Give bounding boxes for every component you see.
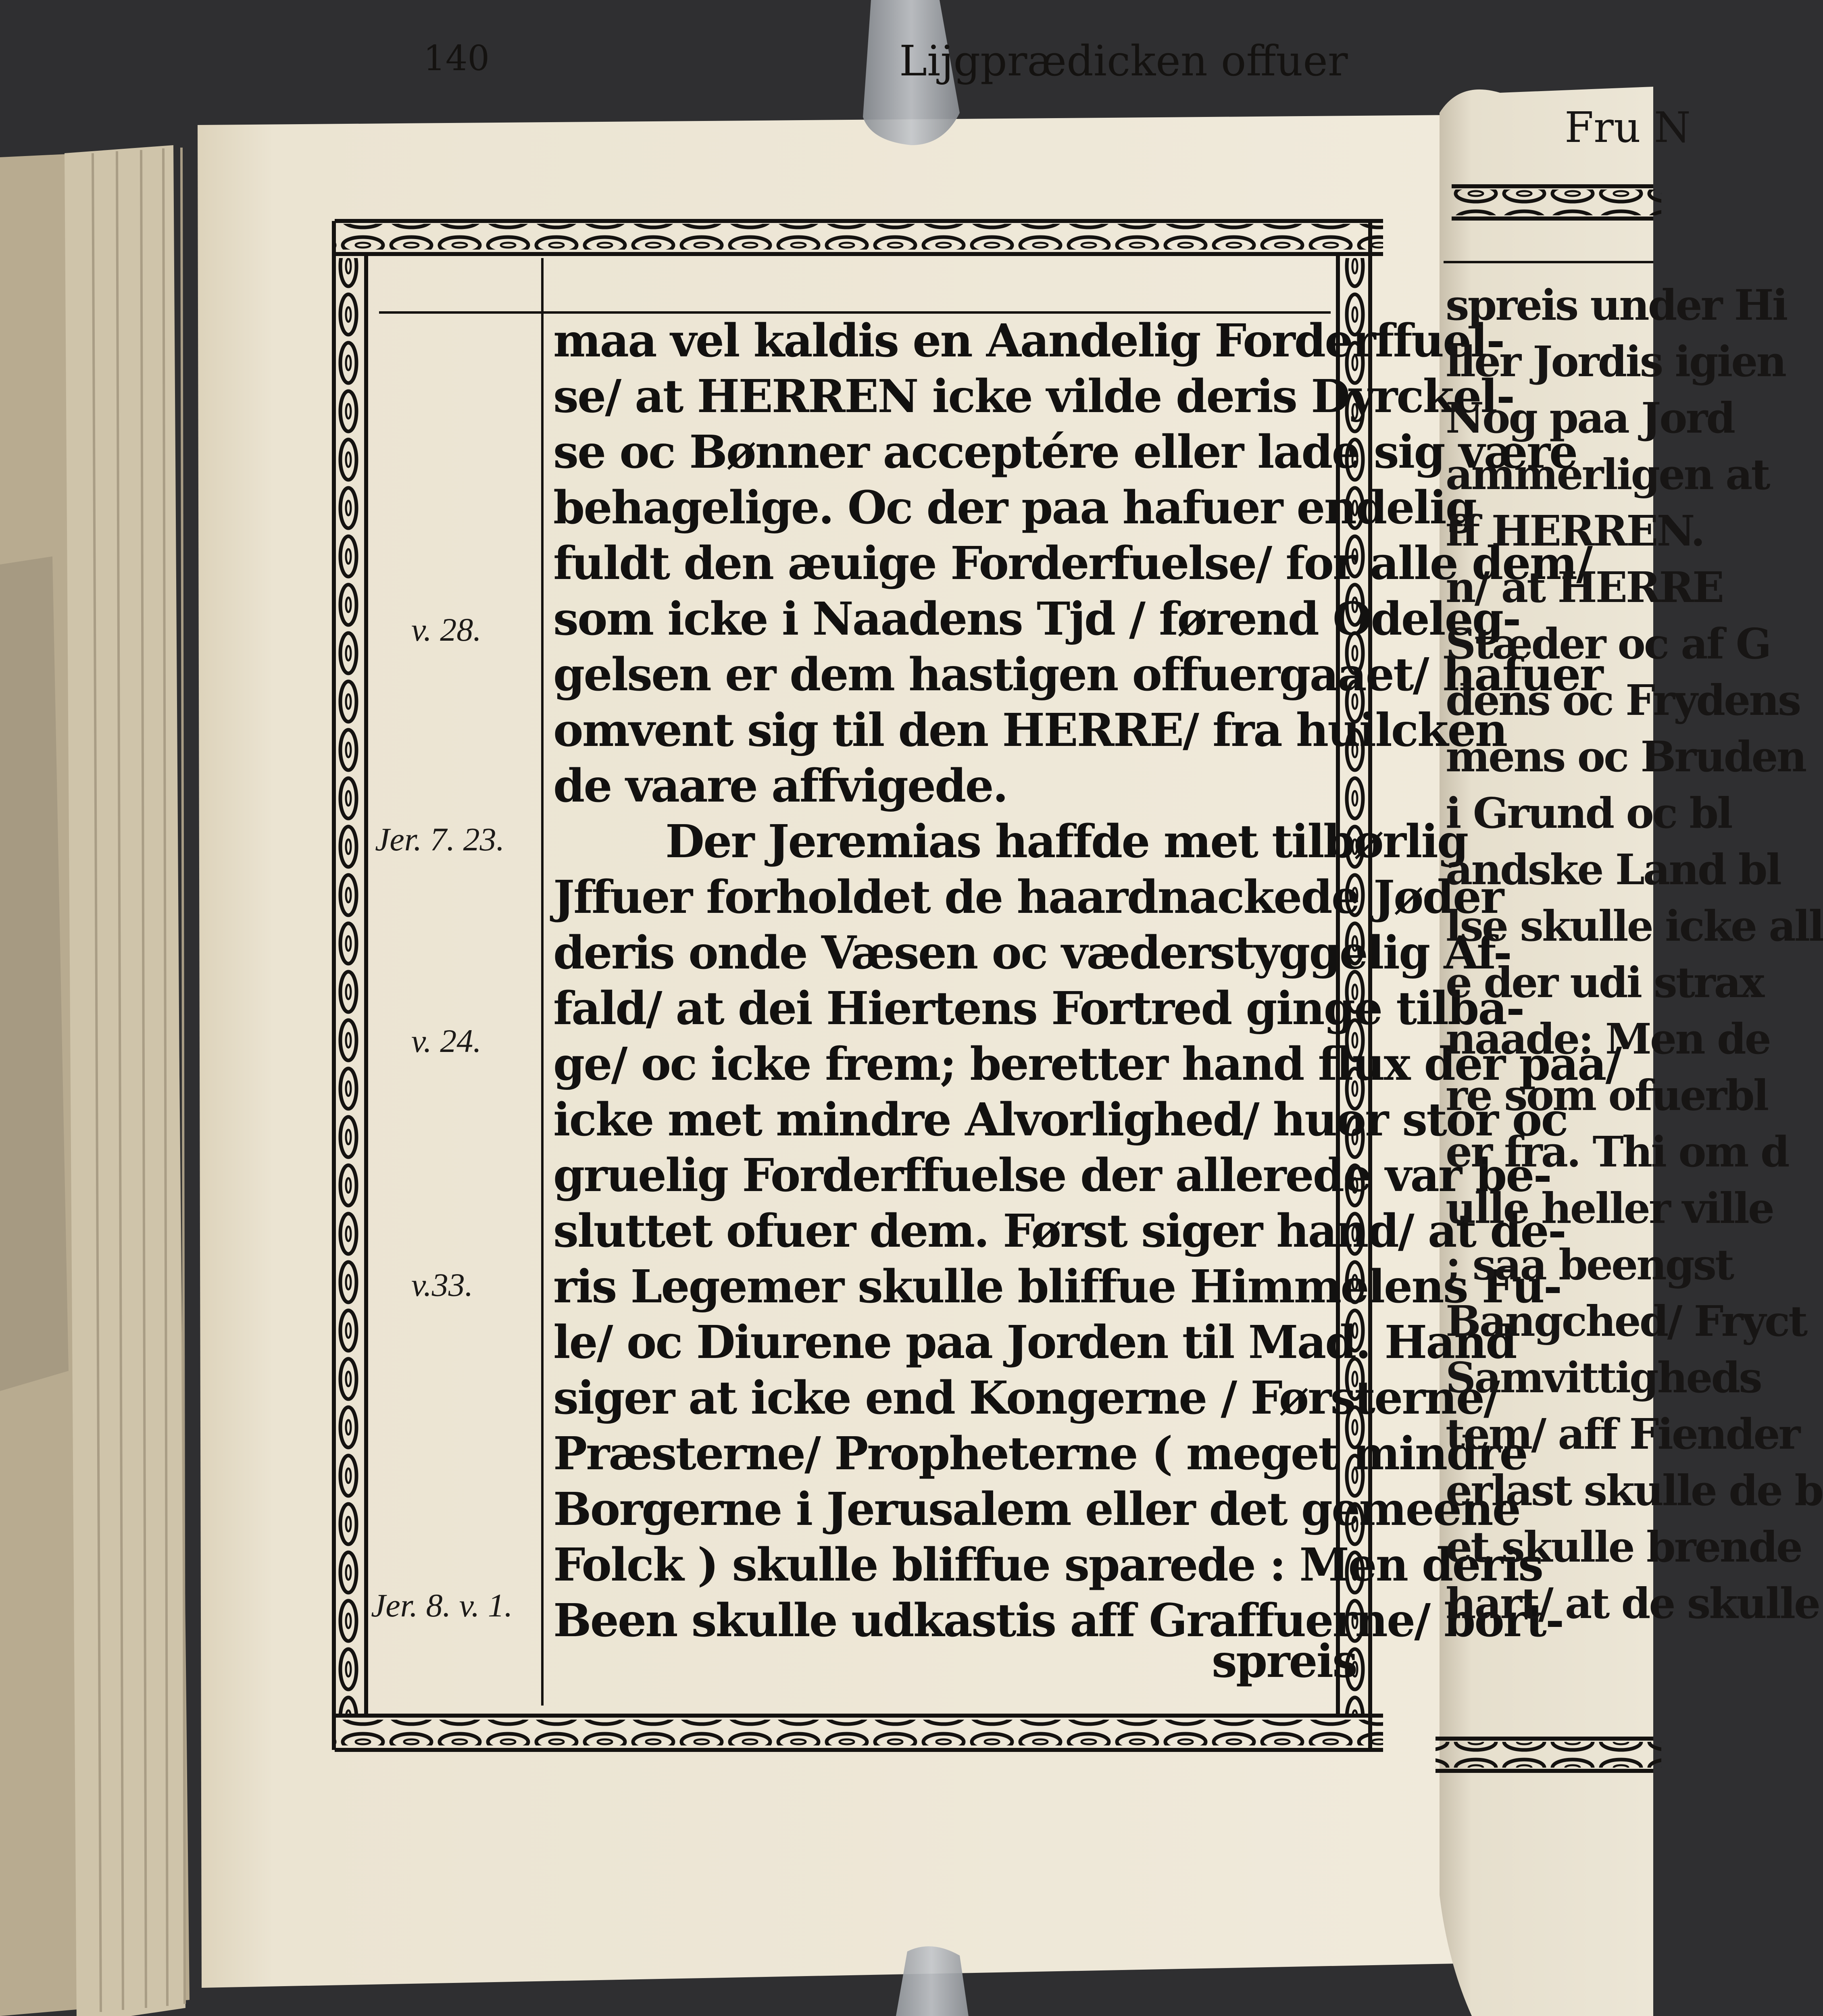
- facing-text-line: e der udi strax: [1446, 958, 1763, 1007]
- facing-text-line: ller Jordis igien: [1446, 337, 1785, 386]
- margin-note: Jer. 8. v. 1.: [371, 1587, 513, 1624]
- facing-text-line: tem/ aff Fiender: [1446, 1409, 1799, 1459]
- facing-text-line: er fra. Thi om d: [1446, 1127, 1788, 1177]
- text-line: Præsterne/ Propheterne ( meget mindre: [553, 1427, 1527, 1480]
- text-line: de vaare affvigede.: [553, 760, 1007, 812]
- facing-text-line: lse skulle icke all: [1446, 901, 1823, 951]
- text-line: gelsen er dem hastigen offuergaaet/ hafuer: [553, 648, 1602, 701]
- text-line: Been skulle udkastis aff Graffuerne/ bort-: [553, 1594, 1563, 1647]
- text-line: siger at icke end Kongerne / Førsterne/: [553, 1372, 1499, 1425]
- page-number: 140: [423, 38, 490, 79]
- text-line: se/ at HERREN icke vilde deris Dyrckel-: [553, 370, 1514, 423]
- facing-text-line: ; saa beengst: [1446, 1240, 1733, 1289]
- facing-text-line: andske Land bl: [1446, 845, 1780, 894]
- text-line: Folck ) skulle bliffue sparede : Men deris: [553, 1539, 1543, 1591]
- facing-text-line: i Grund oc bl: [1446, 788, 1731, 838]
- facing-text-line: Samvittigheds: [1446, 1353, 1761, 1402]
- facing-text-line: naade: Men de: [1446, 1014, 1770, 1064]
- text-line: ge/ oc icke frem; beretter hand flux der paa/: [553, 1038, 1621, 1091]
- text-line: behagelige. Oc der paa hafuer endelig: [553, 481, 1476, 534]
- text-line: fald/ at dei Hiertens Fortred ginge tilba-: [553, 982, 1524, 1035]
- margin-note: v. 24.: [411, 1023, 481, 1059]
- facing-page-header: Fru N: [1565, 103, 1691, 152]
- facing-text-line: dens oc Frydens: [1446, 675, 1800, 725]
- facing-text-line: spreis under Hi: [1446, 280, 1787, 330]
- text-line: som icke i Naadens Tjd / førend Odeleg-: [553, 593, 1520, 646]
- text-line: fuldt den æuige Forderfuelse/ for alle dem/: [553, 537, 1592, 590]
- facing-text-line: ff HERREN.: [1446, 506, 1704, 556]
- margin-note: v. 28.: [411, 611, 481, 648]
- text-line: se oc Bønner acceptére eller lade sig være: [553, 426, 1577, 479]
- margin-note: v.33.: [411, 1266, 473, 1303]
- facing-text-line: mens oc Bruden: [1446, 732, 1806, 781]
- facing-text-line: ulle heller ville: [1446, 1183, 1773, 1233]
- text-line: le/ oc Diurene paa Jorden til Mad. Hand: [553, 1316, 1516, 1369]
- text-line: Jffuer forholdet de haardnackede Jøder: [553, 871, 1503, 924]
- facing-text-line: Bangched/ Fryct: [1446, 1296, 1806, 1346]
- text-line: icke met mindre Alvorlighed/ huor stor oc: [553, 1093, 1567, 1146]
- facing-text-line: ammerligen at: [1446, 450, 1769, 499]
- facing-text-line: hart/ at de skulle: [1446, 1579, 1819, 1628]
- text-line: deris onde Væsen oc væderstyggelig Af-: [553, 927, 1511, 979]
- facing-text-line: Nog paa Jord: [1446, 393, 1734, 443]
- facing-text-line: n/ at HERRE: [1446, 562, 1723, 612]
- text-line: sluttet ofuer dem. Først siger hand/ at de-: [553, 1205, 1566, 1258]
- running-title: Lijgprædicken offuer: [899, 36, 1348, 85]
- text-line: maa vel kaldis en Aandelig Forderffuel-: [553, 314, 1504, 367]
- facing-text-line: erlast skulle de b: [1446, 1466, 1823, 1515]
- facing-text-line: re som ofuerbl: [1446, 1070, 1768, 1120]
- text-line: omvent sig til den HERRE/ fra huilcken: [553, 704, 1507, 757]
- catchword: spreis: [1212, 1635, 1357, 1688]
- text-line: ris Legemer skulle bliffue Himmelens Fu-: [553, 1260, 1561, 1313]
- facing-text-line: Stæder oc af G: [1446, 619, 1770, 669]
- facing-text-line: et skulle brende: [1446, 1522, 1802, 1572]
- text-line: gruelig Forderffuelse der allerede var be-: [553, 1149, 1551, 1202]
- text-line: Der Jeremias haffde met tilbørlig: [665, 815, 1468, 868]
- text-line: Borgerne i Jerusalem eller det gemeene: [553, 1483, 1520, 1536]
- margin-note: Jer. 7. 23.: [375, 821, 505, 858]
